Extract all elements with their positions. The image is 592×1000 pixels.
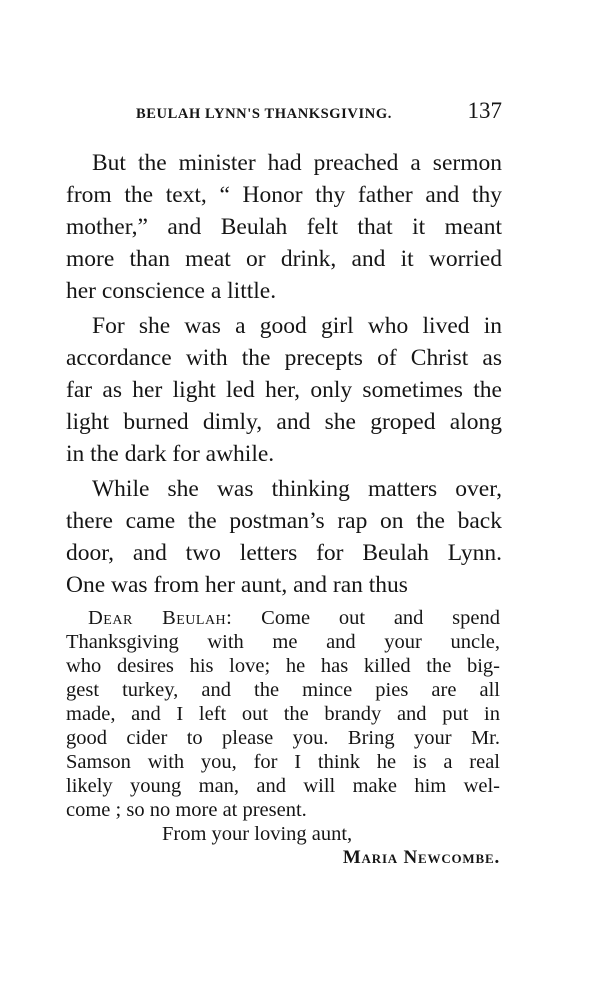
body-line: accordance with the precepts of Christ as (66, 345, 502, 371)
body-line: in the dark for awhile. (66, 441, 275, 467)
body-line: door, and two letters for Beulah Lynn. (66, 540, 502, 566)
body-line: more than meat or drink, and it worried (66, 246, 502, 272)
body-line: For she was a good girl who lived in (92, 313, 502, 339)
running-title: BEULAH LYNN'S THANKSGIVING. (136, 106, 392, 122)
letter-first-line-rest: Come out and spend (261, 607, 501, 629)
letter-salutation: Dear Beulah: (88, 607, 233, 629)
letter-line: good cider to please you. Bring your Mr. (66, 727, 500, 749)
body-line: her conscience a little. (66, 278, 277, 304)
letter-closing: From your loving aunt, (162, 823, 353, 845)
body-line: mother,” and Beulah felt that it meant (66, 214, 502, 240)
letter-line: likely young man, and will make him wel- (66, 775, 500, 797)
letter-line: Thanksgiving with me and your uncle, (66, 631, 500, 653)
body-line: there came the postman’s rap on the back (66, 508, 502, 534)
body-line: But the minister had preached a sermon (92, 150, 502, 176)
letter-line: Samson with you, for I think he is a real (66, 751, 500, 773)
body-line: While she was thinking matters over, (92, 476, 502, 502)
letter-line: made, and I left out the brandy and put in (66, 703, 500, 725)
letter-line: who desires his love; he has killed the big- (66, 655, 500, 677)
letter-line: gest turkey, and the mince pies are all (66, 679, 500, 701)
letter-line: come ; so no more at present. (66, 799, 307, 821)
body-line: far as her light led her, only sometimes the (66, 377, 502, 403)
body-line: from the text, “ Honor thy father and thy (66, 182, 502, 208)
running-head (66, 98, 502, 128)
page-number: 137 (467, 98, 502, 123)
letter-signature: Maria Newcombe. (342, 847, 500, 868)
body-line: light burned dimly, and she groped along (66, 409, 502, 435)
letter-first-line (66, 606, 500, 630)
body-line: One was from her aunt, and ran thus (66, 572, 408, 598)
